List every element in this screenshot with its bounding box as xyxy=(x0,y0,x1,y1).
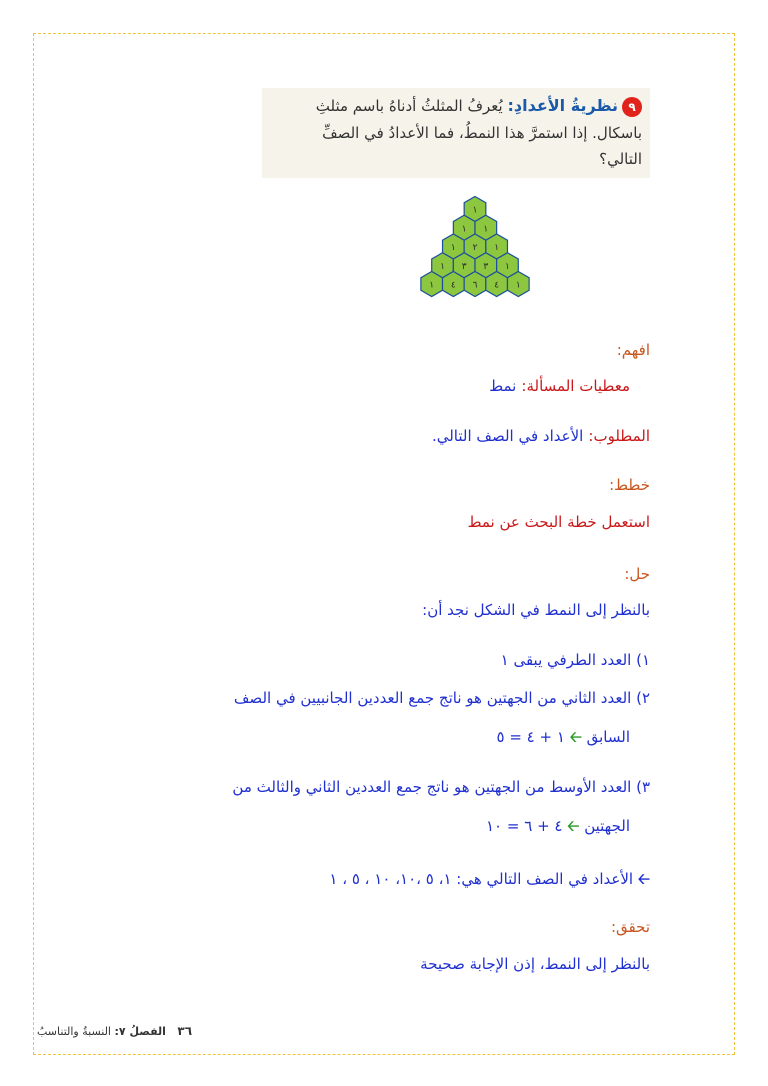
hexagon-value: ١ xyxy=(494,243,500,253)
page-footer xyxy=(37,1024,192,1038)
problem-text-3: التالي؟ xyxy=(599,150,642,168)
arrow-left-icon: 🡠 xyxy=(637,870,650,888)
required-value: الأعداد في الصف التالي. xyxy=(431,427,584,445)
plan-text: استعمل خطة البحث عن نمط xyxy=(467,513,650,531)
solve-step-2b-line xyxy=(497,727,631,752)
hexagon-value: ٦ xyxy=(472,280,478,291)
solve-step-2-equation: ١ + ٤ = ٥ xyxy=(496,728,565,746)
conclusion-line xyxy=(329,869,650,894)
understand-heading: افهم: xyxy=(616,341,650,359)
hexagon-value: ١ xyxy=(461,224,467,235)
problem-title: نظريةُ الأعدادِ: xyxy=(507,96,618,115)
required-line xyxy=(432,426,650,445)
conclusion-text: الأعداد في الصف التالي هي: ١، ٥ ،١٠، ١٠ ، ٥ ، ١ xyxy=(329,870,634,888)
solve-step-3a: ٣) العدد الأوسط من الجهتين هو ناتج جمع العددين الثاني والثالث من xyxy=(232,778,650,796)
givens-line xyxy=(489,376,630,395)
arrow-left-icon: 🡠 xyxy=(569,728,582,746)
givens-label: معطيات المسألة: xyxy=(521,377,630,395)
problem-text-1: يُعرفُ المثلثُ أدناهُ باسم مثلثِ xyxy=(315,97,503,115)
solve-step-3-equation: ٤ + ٦ = ١٠ xyxy=(486,817,563,835)
hexagon-value: ١ xyxy=(472,205,478,216)
pascal-triangle-figure xyxy=(405,195,545,315)
hexagon-value: ١ xyxy=(505,261,510,272)
page-frame xyxy=(33,33,735,1055)
hexagon-value: ٣ xyxy=(461,261,467,272)
solve-step-3b: الجهتين xyxy=(584,817,630,835)
arrow-left-icon: 🡠 xyxy=(567,817,580,835)
givens-value: نمط xyxy=(489,377,517,395)
hexagon-value: ١ xyxy=(450,243,456,253)
hexagon-value: ٤ xyxy=(494,280,500,291)
required-label: المطلوب: xyxy=(588,427,650,445)
hexagon-value: ٤ xyxy=(450,280,456,291)
hexagon-value: ١ xyxy=(429,280,435,291)
problem-text-2: باسكال. إذا استمرَّ هذا النمطُ، فما الأعدادُ في الصفِّ xyxy=(322,124,642,142)
hexagon-value: ٣ xyxy=(483,261,489,272)
hexagon-value: ٢ xyxy=(472,243,478,253)
verify-heading: تحقق: xyxy=(610,918,650,936)
solve-heading: حل: xyxy=(624,565,650,583)
problem-number-badge: ٩ xyxy=(622,97,642,117)
chapter-title: النسبةُ والتناسبُ xyxy=(37,1025,111,1038)
problem-box xyxy=(262,88,650,178)
verify-text: بالنظر إلى النمط، إذن الإجابة صحيحة xyxy=(420,955,650,973)
solve-step-2a: ٢) العدد الثاني من الجهتين هو ناتج جمع العددين الجانبيين في الصف xyxy=(233,689,650,707)
solve-step-3b-line xyxy=(486,816,630,841)
plan-heading: خطط: xyxy=(609,476,650,494)
solve-step-2b: السابق xyxy=(586,728,630,746)
problem-line-1 xyxy=(316,96,642,117)
hexagon-value: ١ xyxy=(515,280,521,291)
page-number: ٣٦ xyxy=(177,1024,193,1038)
chapter-label: الفصلُ ٧: xyxy=(114,1025,166,1038)
solve-step-1: ١) العدد الطرفي يبقى ١ xyxy=(500,651,650,669)
solve-intro: بالنظر إلى النمط في الشكل نجد أن: xyxy=(422,601,650,619)
hexagon-value: ١ xyxy=(483,224,489,235)
hexagon-value: ١ xyxy=(440,261,445,272)
